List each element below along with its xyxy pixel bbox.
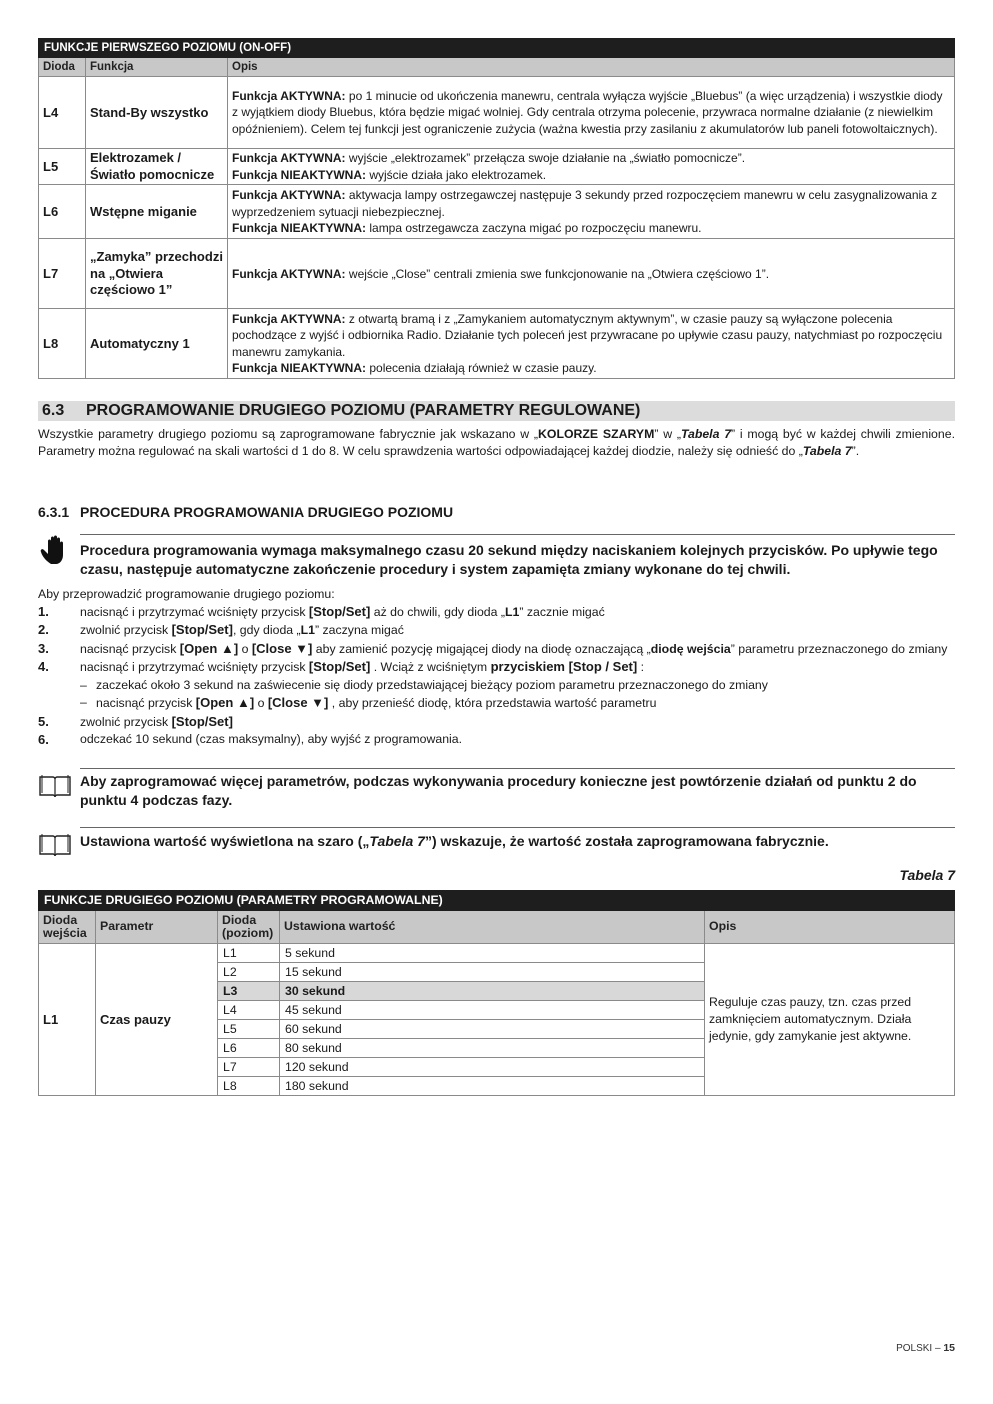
book-icon: [38, 773, 72, 804]
step-text: [80, 640, 955, 658]
stop-set-key-label: [Stop/Set]: [171, 713, 233, 729]
led-cell: L4: [39, 77, 86, 149]
close-key-label: [Close ▼]: [251, 640, 313, 656]
description-label: Funkcja AKTYWNA:: [232, 151, 346, 166]
intro-text: Wszystkie parametry drugiego poziomu są zaprogramowane fabrycznie jak wskazano w „: [38, 427, 538, 441]
column-header: Funkcja: [86, 58, 228, 77]
warning-note: Procedura programowania wymaga maksymalnego czasu 20 sekund między naciskaniem kolejnych przycisków. Po upływie tego czasu, następuje automatyczne zakończenie procedury i system zapamięta zmiany wykonane do tej chwili.: [80, 542, 938, 577]
description-label: Funkcja NIEAKTYWNA:: [232, 221, 367, 236]
value-cell: 45 sekund: [280, 1001, 705, 1020]
list-item: [38, 713, 955, 731]
step-text: [80, 658, 955, 676]
value-cell: 60 sekund: [280, 1020, 705, 1039]
led-cell: L7: [39, 239, 86, 309]
description-cell: [228, 185, 955, 239]
step-fragment: aż do chwili, gdy dioda „: [370, 605, 505, 619]
table-reference: Tabela 7: [369, 833, 425, 849]
description-text: lampa ostrzegawcza zaczyna migać po rozpoczęciu manewru.: [366, 221, 702, 236]
step-emphasis: przyciskiem [Stop / Set]: [490, 659, 638, 675]
description-cell: [228, 77, 955, 149]
close-key-label: [Close ▼]: [267, 695, 329, 711]
table-caption: Tabela 7: [899, 867, 955, 883]
list-item: [38, 658, 955, 676]
description-label: Funkcja AKTYWNA:: [232, 266, 346, 281]
procedure-steps: [38, 603, 955, 750]
divider: [80, 534, 955, 535]
level-cell: L2: [218, 963, 280, 982]
section-title: PROCEDURA PROGRAMOWANIA DRUGIEGO POZIOMU: [80, 504, 454, 520]
divider: [80, 827, 955, 828]
level-cell: L6: [218, 1039, 280, 1058]
description-cell: [228, 309, 955, 379]
page-number: 15: [943, 1342, 955, 1354]
intro-text: ” w „: [654, 427, 681, 441]
level-cell: L7: [218, 1058, 280, 1077]
step-fragment: nacisnąć i przytrzymać wciśnięty przycisk: [80, 605, 309, 619]
step-number: 4.: [38, 659, 49, 675]
description-label: Funkcja NIEAKTYWNA:: [232, 361, 367, 376]
stop-set-key-label: [Stop/Set]: [171, 622, 233, 638]
divider: [80, 768, 955, 769]
step-fragment: o: [238, 641, 252, 656]
step-fragment: zwolnić przycisk: [80, 714, 172, 729]
step-text: [80, 621, 955, 639]
table-row: [39, 239, 955, 309]
table-title: FUNKCJE PIERWSZEGO POZIOMU (ON-OFF): [39, 39, 955, 58]
description-label: Funkcja AKTYWNA:: [232, 187, 346, 202]
step-fragment: nacisnąć przycisk: [96, 696, 196, 711]
level-cell: L5: [218, 1020, 280, 1039]
footer-language: POLSKI –: [896, 1343, 944, 1354]
section-number: 6.3: [42, 402, 65, 419]
led-reference: L1: [300, 623, 315, 638]
step-emphasis: diodę wejścia: [650, 641, 731, 656]
open-key-label: [Open ▲]: [195, 695, 255, 711]
description-text: wyjście „elektrozamek” przełącza swoje działanie na „światło pomocnicze”.: [345, 151, 746, 166]
step-text: [96, 694, 656, 712]
step-text: [80, 713, 955, 731]
list-item: [38, 603, 955, 621]
list-item: [38, 640, 955, 658]
table-row: [39, 149, 955, 185]
parameter-cell: Czas pauzy: [96, 944, 218, 1096]
value-cell: 30 sekund: [280, 982, 705, 1001]
description-cell: Reguluje czas pauzy, tzn. czas przed zamknięciem automatycznym. Działa jedynie, gdy zamykanie jest aktywne.: [705, 944, 955, 1096]
step-fragment: nacisnąć przycisk: [80, 641, 180, 656]
list-item: [38, 621, 955, 639]
description-text: wejście „Close” centrali zmienia swe funkcjonowanie na „Otwiera częściowo 1”.: [345, 266, 770, 281]
dash-bullet: –: [80, 695, 87, 710]
step-number: 2.: [38, 622, 49, 638]
stop-set-key-label: [Stop/Set]: [308, 659, 371, 675]
column-header: Ustawiona wartość: [280, 911, 705, 944]
info-note: [80, 832, 955, 851]
description-cell: [228, 239, 955, 309]
note-text: ”) wskazuje, że wartość została zaprogramowana fabrycznie.: [424, 833, 829, 849]
table-reference: Tabela 7: [802, 444, 852, 459]
level-cell: L1: [218, 944, 280, 963]
note-text: Ustawiona wartość wyświetlona na szaro („: [80, 833, 370, 849]
level-cell: L3: [218, 982, 280, 1001]
step-number: 6.: [38, 732, 49, 748]
procedure-lead: Aby przeprowadzić programowanie drugiego poziomu:: [38, 587, 335, 601]
description-label: Funkcja AKTYWNA:: [232, 88, 346, 103]
intro-text: ” i mogą być w każdej chwili zmienione. Parametry można regulować na skali wartości d 1 do 8. W celu sprawdzenia wartości odpowiadającej każdej diodzie, należy się odnieść do „: [38, 427, 955, 459]
led-cell: L8: [39, 309, 86, 379]
function-cell: Stand-By wszystko: [86, 77, 228, 149]
step-text: zaczekać około 3 sekund na zaświecenie się diody przedstawiającej bieżący poziom parametru przeznaczonego do zmiany: [96, 677, 768, 692]
value-cell: 15 sekund: [280, 963, 705, 982]
value-cell: 5 sekund: [280, 944, 705, 963]
table-title: FUNKCJE DRUGIEGO POZIOMU (PARAMETRY PROGRAMOWALNE): [39, 891, 955, 911]
description-label: Funkcja NIEAKTYWNA:: [232, 167, 367, 182]
led-cell: L5: [39, 149, 86, 185]
step-fragment: o: [254, 696, 268, 711]
info-note: Aby zaprogramować więcej parametrów, podczas wykonywania procedury konieczne jest powtórzenie działań od punktu 2 do punktu 4 podczas fazy.: [80, 773, 917, 808]
intro-emphasis: KOLORZE SZARYM: [538, 427, 655, 441]
value-cell: 180 sekund: [280, 1077, 705, 1096]
function-cell: Elektrozamek / Światło pomocnicze: [86, 149, 228, 185]
table-row: [39, 185, 955, 239]
column-header: Opis: [228, 58, 955, 77]
step-number: 1.: [38, 604, 49, 619]
description-label: Funkcja AKTYWNA:: [232, 311, 346, 326]
section-number: 6.3.1: [38, 504, 70, 520]
description-text: po 1 minucie od ukończenia manewru, centrala wyłącza wyjście „Bluebus” (a więc urządzenia) i wszystkie diody z wyjątkiem diody Bluebus, która będzie migać wolniej. Gdy centrala otrzyma polecenie, przywraca normalne działanie (z niewielkim opóźnieniem). Celem tej funkcji jest ograniczenie zużycia (ważna kwestia przy zasilaniu z akumulatorów lub paneli fotowoltaicznych).: [232, 88, 943, 136]
subsection-heading-6-3-1: [38, 503, 453, 523]
column-header: Parametr: [96, 911, 218, 944]
stop-set-key-label: [Stop/Set]: [308, 604, 371, 619]
step-fragment: , gdy dioda „: [232, 623, 301, 638]
second-level-parameters-table: [38, 890, 955, 1096]
step-text: odczekać 10 sekund (czas maksymalny), aby wyjść z programowania.: [80, 732, 463, 747]
function-cell: „Zamyka” przechodzi na „Otwiera częściowo 1”: [86, 239, 228, 309]
description-text: polecenia działają również w czasie pauzy.: [366, 361, 597, 376]
description-cell: [228, 149, 955, 185]
step-number: 3.: [38, 640, 49, 656]
open-key-label: [Open ▲]: [179, 640, 239, 656]
section-title: PROGRAMOWANIE DRUGIEGO POZIOMU (PARAMETRY REGULOWANE): [86, 402, 641, 419]
table-row: [39, 77, 955, 149]
step-fragment: ” zaczyna migać: [315, 623, 404, 638]
step-fragment: zwolnić przycisk: [80, 623, 172, 638]
book-icon: [38, 832, 72, 863]
hand-stop-icon: [38, 534, 72, 573]
list-sub-item: [38, 677, 955, 694]
description-text: z otwartą bramą i z „Zamykaniem automatycznym aktywnym”, w czasie pauzy są wyłączone polecenia pochodzące z wyjść i odbiornika Radio. Działanie tych poleceń jest przywracane po upływie czasu pauzy, natychmiast po rozpoczęciu manewru zamykania.: [232, 311, 943, 359]
step-fragment: nacisnąć i przytrzymać wciśnięty przycisk: [80, 660, 309, 675]
first-level-functions-table: [38, 38, 955, 379]
intro-text: ”.: [851, 444, 860, 459]
description-text: aktywacja lampy ostrzegawczej następuje 3 sekundy przed rozpoczęciem manewru w celu zasygnalizowania z wyprzedzeniem sytuacji niebezpiecznej.: [232, 187, 938, 219]
step-fragment: :: [637, 660, 645, 675]
step-fragment: ” zacznie migać: [519, 605, 605, 619]
page-footer: [896, 1341, 955, 1356]
description-text: wyjście działa jako elektrozamek.: [366, 167, 547, 182]
led-reference: L1: [504, 605, 520, 619]
step-fragment: . Wciąż z wciśniętym: [370, 660, 491, 675]
step-fragment: ” parametru przeznaczonego do zmiany: [730, 641, 948, 656]
table-row: [39, 944, 955, 963]
list-sub-item: [38, 694, 955, 712]
level-cell: L8: [218, 1077, 280, 1096]
function-cell: Wstępne miganie: [86, 185, 228, 239]
table-reference: Tabela 7: [680, 427, 732, 441]
column-header: Dioda (poziom): [218, 911, 280, 944]
function-cell: Automatyczny 1: [86, 309, 228, 379]
step-fragment: aby zamienić pozycję migającej diody na diodę oznaczającą „: [312, 641, 651, 656]
section-heading-6-3: [38, 401, 955, 421]
step-number: 5.: [38, 713, 49, 729]
value-cell: 120 sekund: [280, 1058, 705, 1077]
dash-bullet: –: [80, 677, 87, 692]
step-text: [80, 603, 955, 621]
value-cell: 80 sekund: [280, 1039, 705, 1058]
level-cell: L4: [218, 1001, 280, 1020]
column-header: Dioda: [39, 58, 86, 77]
section-intro-paragraph: [38, 426, 955, 461]
column-header: Opis: [705, 911, 955, 944]
step-fragment: , aby przenieść diodę, która przedstawia wartość parametru: [328, 696, 657, 711]
input-led-cell: L1: [39, 944, 96, 1096]
list-item: [38, 731, 955, 749]
table-row: [39, 309, 955, 379]
column-header: Dioda wejścia: [39, 911, 96, 944]
led-cell: L6: [39, 185, 86, 239]
